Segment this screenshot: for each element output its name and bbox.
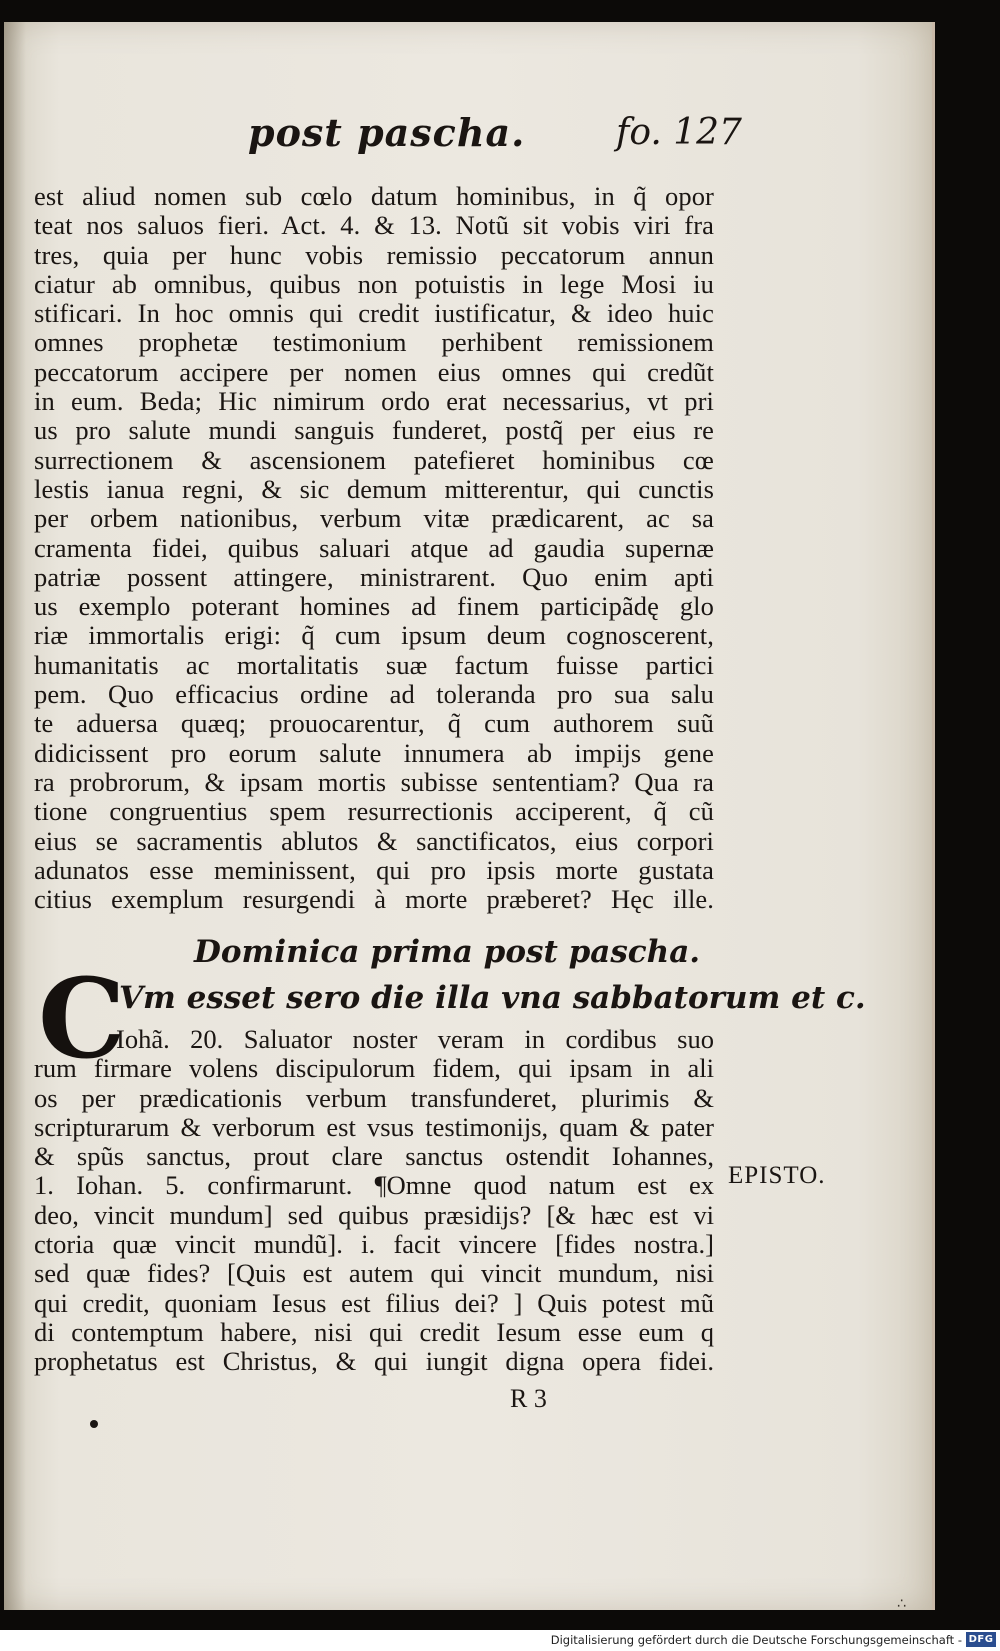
text-line: citius exemplum resurgendi à morte præberet? Hęc ille. (34, 885, 714, 915)
folio-number: fo. 127 (616, 112, 742, 153)
text-line: cramenta fidei, quibus saluari atque ad gaudia supernæ (34, 533, 714, 563)
credit-bar (0, 1630, 1000, 1651)
text-line: peccatorum accipere per nomen eius omnes qui credũt (34, 357, 714, 387)
text-line: lestis ianua regni, & sic demum mitterentur, qui cunctis (34, 474, 714, 504)
signature-mark: R 3 (510, 1384, 547, 1413)
text-line: us exemplo poterant homines ad finem participãdę glo (34, 592, 714, 622)
text-line: eius se sacramentis ablutos & sanctificatos, eius corpori (34, 826, 714, 856)
text-line: 1. Iohan. 5. confirmarunt. ¶Omne quod natum est ex (34, 1171, 714, 1201)
text-line: riæ immortalis erigi: q̃ cum ipsum deum cognoscerent, (34, 621, 714, 651)
drop-cap-initial: C (38, 954, 126, 1083)
text-line: & spũs sanctus, prout clare sanctus ostendit Iohannes, (34, 1142, 714, 1172)
text-line: di contemptum habere, nisi qui credit Iesum esse eum q (34, 1317, 714, 1347)
text-line: Iohã. 20. Saluator noster veram in cordibus suo (116, 1025, 714, 1054)
text-line: os per prædicationis verbum transfunderet, plurimis & (34, 1083, 714, 1113)
text-line: pem. Quo efficacius ordine ad toleranda pro sua salu (34, 680, 714, 710)
text-line: prophetatus est Christus, & qui iungit digna opera fidei. (34, 1347, 714, 1377)
text-line: ciatur ab omnibus, quibus non potuistis in lege Mosi iu (34, 269, 714, 299)
ink-spot (90, 1420, 98, 1428)
text-line: didicissent pro eorum salute innumera ab impijs gene (34, 738, 714, 768)
running-title: post pascha. (248, 110, 526, 155)
dfg-logo: DFG (966, 1632, 996, 1647)
text-line: est aliud nomen sub cœlo datum hominibus, in q̃ opor (34, 182, 714, 211)
text-line: omnes prophetæ testimonium perhibent remissionem (34, 328, 714, 358)
text-line: humanitatis ac mortalitatis suæ factum fuisse partici (34, 650, 714, 680)
text-line: in eum. Beda; Hic nimirum ordo erat necessarius, vt pri (34, 387, 714, 417)
text-line: tione congruentius spem resurrectionis acciperent, q̃ cũ (34, 797, 714, 827)
book-page (4, 22, 935, 1610)
text-line: patriæ possent attingere, ministrarent. Quo enim apti (34, 562, 714, 592)
text-line: te aduersa quæq; prouocarentur, q̃ cum authorem suũ (34, 709, 714, 739)
corner-mark: ∴ (897, 1596, 906, 1612)
text-line: stificari. In hoc omnis qui credit iustificatur, & ideo huic (34, 299, 714, 329)
text-line: ctoria quæ vincit mundũ]. i. facit vincere [fides nostra.] (34, 1230, 714, 1260)
section-heading: Dominica prima post pascha. (194, 934, 701, 970)
funding-credit: Digitalisierung gefördert durch die Deutsche Forschungsgemeinschaft - (550, 1633, 962, 1647)
main-text-block (34, 182, 714, 914)
text-line: tres, quia per hunc vobis remissio peccatorum annun (34, 240, 714, 270)
text-line: qui credit, quoniam Iesus est filius dei? ] Quis potest mũ (34, 1288, 714, 1318)
margin-note-epistle: EPISTO. (728, 1162, 826, 1189)
text-line: surrectionem & ascensionem patefieret hominibus cœ (34, 445, 714, 475)
text-line: us pro salute mundi sanguis funderet, postq̃ per eius re (34, 416, 714, 446)
text-line: teat nos saluos fieri. Act. 4. & 13. Notũ sit vobis viri fra (34, 211, 714, 241)
epistle-text-block (34, 1025, 714, 1377)
gospel-incipit: Vm esset sero die illa vna sabbatorum et c. (119, 980, 866, 1016)
text-line: deo, vincit mundum] sed quibus præsidijs? [& hæc est vi (34, 1200, 714, 1230)
text-line: per orbem nationibus, verbum vitæ prædicarent, ac sa (34, 504, 714, 534)
text-line: scripturarum & verborum est vsus testimonijs, quam & pater (34, 1112, 714, 1142)
text-line: ra probrorum, & ipsam mortis subisse sententiam? Qua ra (34, 767, 714, 797)
text-line: sed quæ fides? [Quis est autem qui vincit mundum, nisi (34, 1259, 714, 1289)
text-line: adunatos esse meminissent, qui pro ipsis morte gustata (34, 855, 714, 885)
page-header (4, 110, 932, 170)
text-line: rum firmare volens discipulorum fidem, qui ipsam in ali (34, 1054, 714, 1084)
spine-shadow (4, 22, 26, 1610)
